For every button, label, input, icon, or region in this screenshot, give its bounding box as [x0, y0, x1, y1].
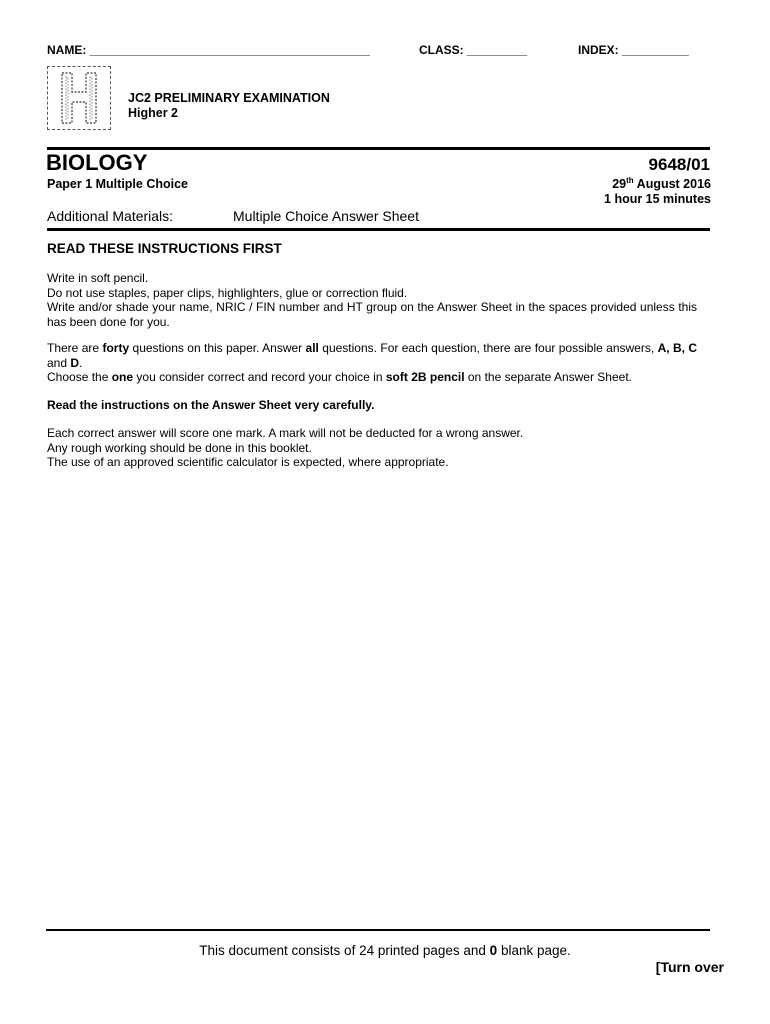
paper-name: Paper 1 Multiple Choice	[47, 177, 189, 191]
instruction-line: Write and/or shade your name, NRIC / FIN number and HT group on the Answer Sheet in the spaces provided unless this has been done for you.	[47, 300, 697, 329]
answer-sheet-note: Read the instructions on the Answer Sheet very carefully.	[47, 398, 375, 412]
school-h-crest-icon	[47, 66, 111, 130]
footer-rule	[46, 929, 710, 931]
paper-code: 9648/01	[648, 155, 710, 174]
exam-date: 29th August 2016	[612, 176, 711, 192]
turn-over-label: [Turn over	[655, 959, 724, 975]
subject-title: BIOLOGY	[46, 150, 148, 175]
exam-duration: 1 hour 15 minutes	[604, 192, 711, 206]
instruction-line: Any rough working should be done in this booklet.	[47, 440, 312, 455]
question-instructions: There are forty questions on this paper. Answer all questions. For each question, there are four possible answers, A, B, C and D. Choose the one you consider correct and record your choice in soft 2B pencil on the separate Answer Sheet.	[47, 341, 698, 384]
class-field[interactable]: CLASS: _________	[419, 43, 528, 57]
instructions-heading: READ THESE INSTRUCTIONS FIRST	[47, 241, 282, 256]
page-count-note: This document consists of 24 printed pages and 0 blank page.	[199, 943, 571, 958]
exam-title: JC2 PRELIMINARY EXAMINATION	[128, 91, 330, 105]
instruction-line: Each correct answer will score one mark. A mark will not be deducted for a wrong answer.	[47, 426, 524, 440]
instruction-line: Do not use staples, paper clips, highlighters, glue or correction fluid.	[47, 285, 408, 300]
materials-label: Additional Materials:	[47, 208, 174, 224]
marking-instructions	[47, 426, 697, 470]
exam-level: Higher 2	[128, 106, 179, 120]
materials-value: Multiple Choice Answer Sheet	[233, 208, 419, 224]
pencil-instructions	[47, 271, 697, 329]
instructions-rule	[47, 228, 710, 231]
instruction-line: Write in soft pencil.	[47, 271, 149, 285]
name-field[interactable]: NAME: __________________________________________	[47, 43, 370, 57]
index-field[interactable]: INDEX: __________	[578, 43, 689, 57]
instruction-line: The use of an approved scientific calculator is expected, where appropriate.	[47, 455, 449, 469]
